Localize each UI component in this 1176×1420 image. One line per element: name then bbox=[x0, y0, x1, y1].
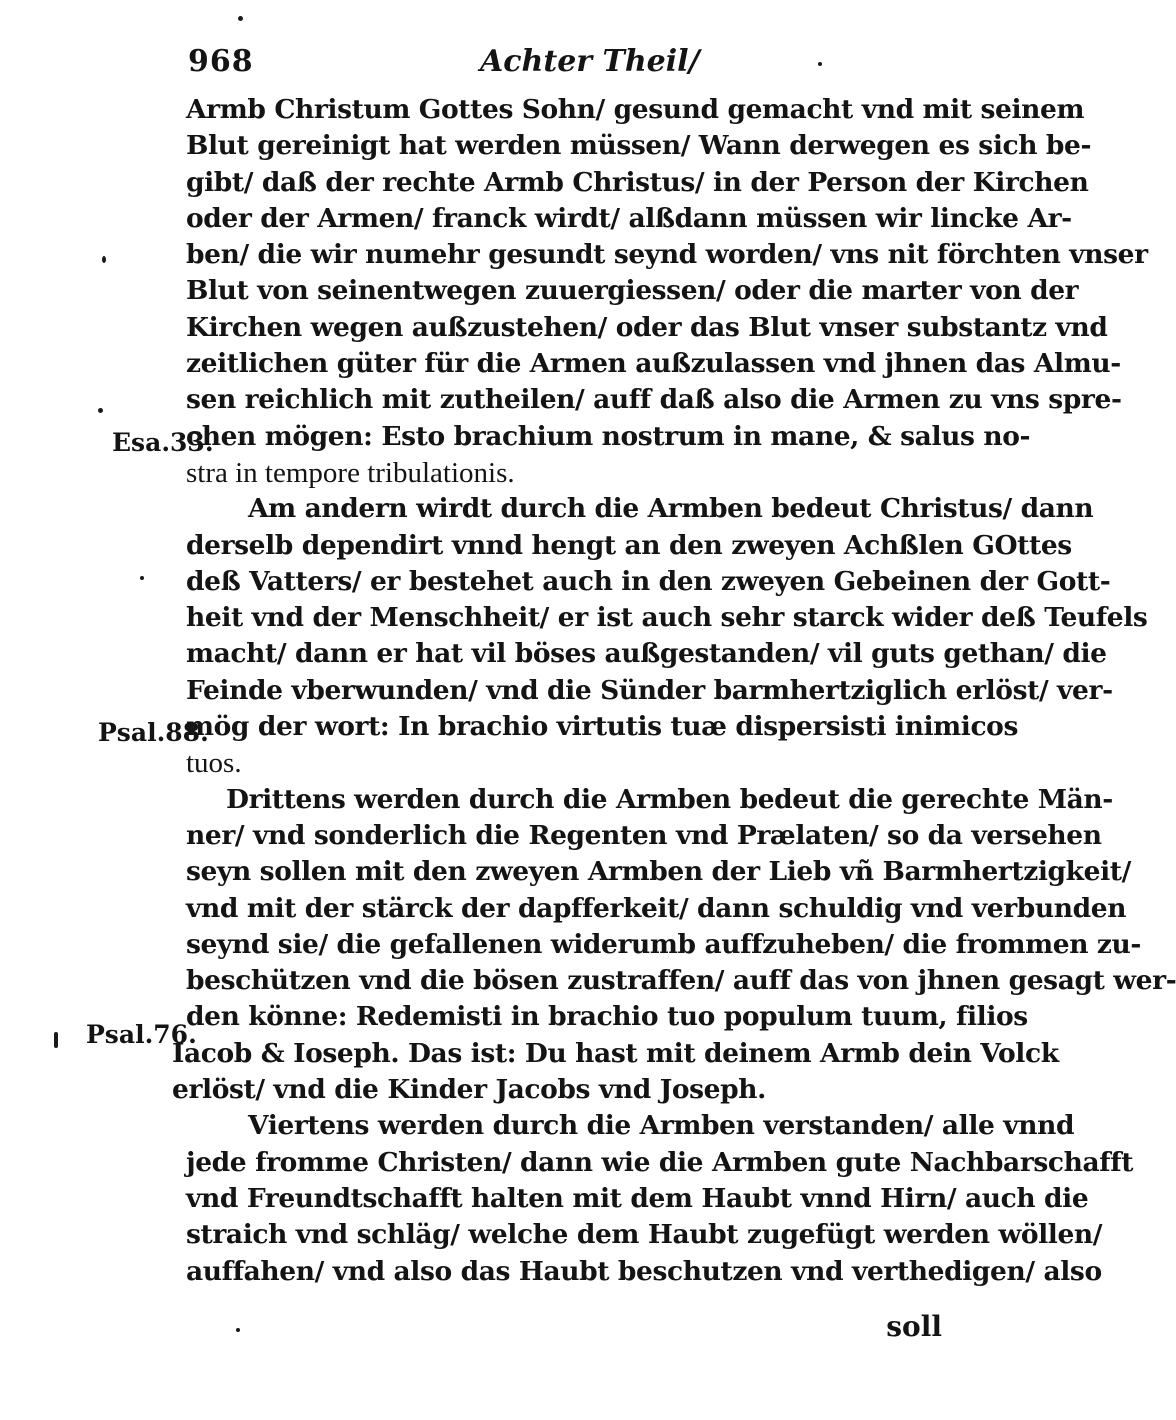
margin-note-esa: Esa.33. bbox=[112, 428, 214, 457]
text-line: Armb Christum Gottes Sohn/ gesund gemacht vnd mit seinem bbox=[186, 94, 1085, 125]
page-number: 968 bbox=[188, 44, 254, 79]
ink-speck bbox=[140, 576, 144, 580]
text-line: vnd mit der stärck der dapfferkeit/ dann schuldig vnd verbunden bbox=[186, 892, 1127, 924]
text-line: macht/ dann er hat vil böses außgestanden/ vil guts gethan/ die bbox=[186, 638, 1107, 670]
paragraph-start: Drittens werden durch die Armben bedeut die gerechte Män- bbox=[226, 783, 1113, 815]
text-line: derselb dependirt vnnd hengt an den zweyen Achßlen GOttes bbox=[186, 529, 1072, 561]
running-head: Achter Theil/ bbox=[480, 44, 700, 79]
text-line: heit vnd der Menschheit/ er ist auch sehr starck wider deß Teufels bbox=[186, 602, 1148, 634]
ink-speck bbox=[236, 1328, 240, 1332]
text-line: Blut von seinentwegen zuuergiessen/ oder die marter von der bbox=[186, 275, 1079, 307]
text-line: deß Vatters/ er bestehet auch in den zweyen Gebeinen der Gott- bbox=[186, 565, 1111, 597]
ink-speck bbox=[54, 1032, 58, 1048]
ink-speck bbox=[238, 16, 243, 21]
text-line: Feinde vberwunden/ vnd die Sünder barmhertziglich erlöst/ ver- bbox=[186, 674, 1113, 706]
text-line: gibt/ daß der rechte Armb Christus/ in der Person der Kirchen bbox=[186, 166, 1089, 198]
text-line: mög der wort: In brachio virtutis tuæ dispersisti inimicos bbox=[186, 711, 1018, 743]
text-line: erlöst/ vnd die Kinder Jacobs vnd Joseph. bbox=[172, 1074, 766, 1106]
text-line: ben/ die wir numehr gesundt seynd worden/ vns nit förchten vnser bbox=[186, 239, 1148, 271]
text-line: zeitlichen güter für die Armen außzulassen vnd jhnen das Almu- bbox=[186, 348, 1121, 380]
text-line: den könne: Redemisti in brachio tuo populum tuum, filios bbox=[186, 1001, 1028, 1033]
ink-speck bbox=[818, 62, 822, 66]
page-header bbox=[0, 40, 1000, 90]
text-line: straich vnd schläg/ welche dem Haubt zugefügt werden wöllen/ bbox=[186, 1219, 1103, 1251]
text-line: auffahen/ vnd also das Haubt beschutzen vnd verthedigen/ also bbox=[186, 1255, 1102, 1287]
text-line: stra in tempore tribulationis. bbox=[186, 456, 515, 489]
paragraph-start: Viertens werden durch die Armben verstanden/ alle vnnd bbox=[248, 1110, 1075, 1142]
text-line: jede fromme Christen/ dann wie die Armben gute Nachbarschafft bbox=[186, 1146, 1134, 1178]
text-line: chen mögen: Esto brachium nostrum in mane, & salus no- bbox=[186, 420, 1031, 452]
text-line: beschützen vnd die bösen zustraffen/ auff das von jhnen gesagt wer- bbox=[186, 965, 1176, 997]
margin-note-psal76: Psal.76. bbox=[86, 1020, 197, 1049]
text-line: seynd sie/ die gefallenen widerumb auffzuheben/ die frommen zu- bbox=[186, 928, 1142, 960]
ink-speck bbox=[98, 408, 103, 413]
text-line: Kirchen wegen außzustehen/ oder das Blut vnser substantz vnd bbox=[186, 311, 1108, 343]
text-line: tuos. bbox=[186, 747, 242, 780]
catchword: soll bbox=[886, 1310, 942, 1343]
text-line: Blut gereinigt hat werden müssen/ Wann derwegen es sich be- bbox=[186, 130, 1092, 162]
text-line: oder der Armen/ franck wirdt/ alßdann müssen wir lincke Ar- bbox=[186, 202, 1072, 234]
text-line: ner/ vnd sonderlich die Regenten vnd Prælaten/ so da versehen bbox=[186, 819, 1102, 851]
text-line: vnd Freundtschafft halten mit dem Haubt vnnd Hirn/ auch die bbox=[186, 1182, 1089, 1214]
text-line: Iacob & Ioseph. Das ist: Du hast mit deinem Armb dein Volck bbox=[172, 1037, 1059, 1069]
paragraph-start: Am andern wirdt durch die Armben bedeut Christus/ dann bbox=[248, 493, 1094, 525]
ink-speck bbox=[102, 256, 106, 263]
body-text bbox=[172, 92, 1176, 1290]
margin-note-psal88: Psal.88. bbox=[98, 718, 209, 747]
text-line: sen reichlich mit zutheilen/ auff daß also die Armen zu vns spre- bbox=[186, 384, 1122, 416]
text-line: seyn sollen mit den zweyen Armben der Lieb vñ Barmhertzigkeit/ bbox=[186, 856, 1131, 888]
